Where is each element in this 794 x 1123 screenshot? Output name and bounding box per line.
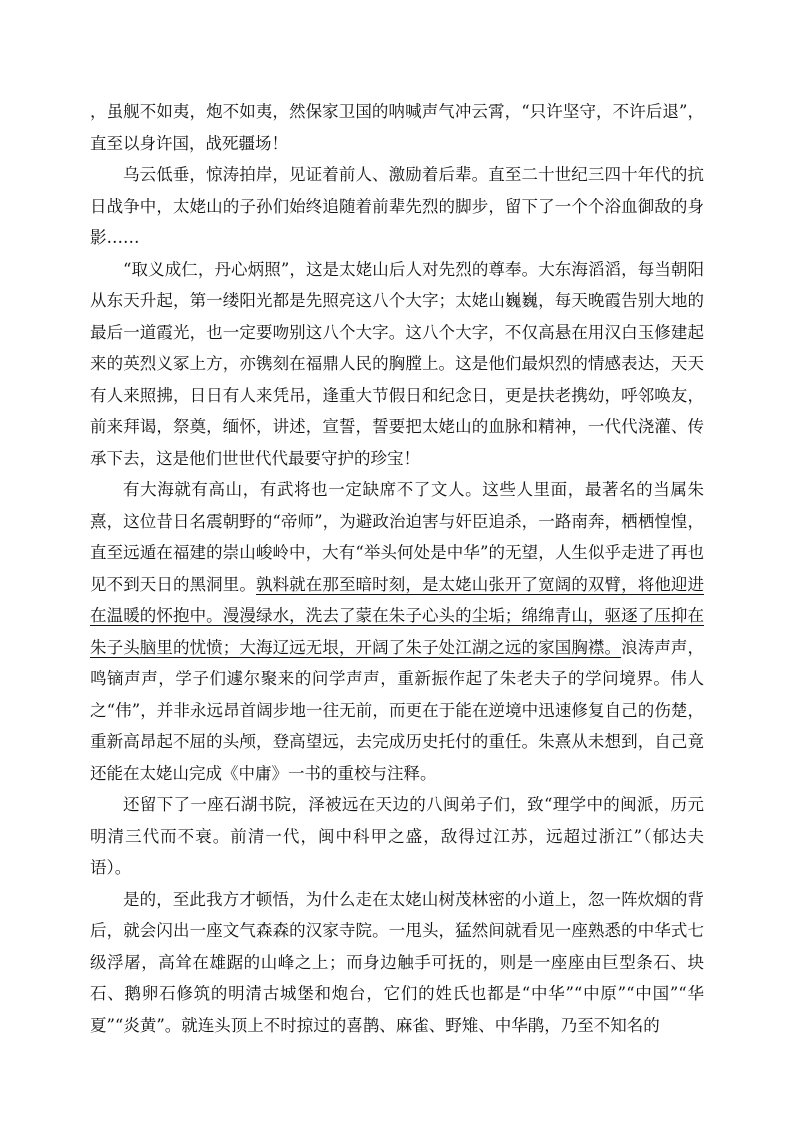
paragraph-5-text: 还留下了一座石湖书院，泽被远在天边的八闽弟子们，致“理学中的闽派，历元明清三代而不衰。前清一代，闽中科甲之盛，敌得过江苏，远超过浙江”（郁达夫语）。: [90, 795, 704, 877]
paragraph-1: [90, 96, 704, 159]
paragraph-1-text: ，虽舰不如夷，炮不如夷，然保家卫国的呐喊声气冲云霄，“只许坚守，不许后退”，直至以身许国，战死疆场！: [90, 102, 704, 153]
paragraph-4-text-a: 有大海就有高山，有武将也一定缺席不了文人。这些人里面，最著名的当属朱熹，这位昔日名震朝野的“帝师”，为避政治迫害与奸臣追杀，一路南奔，栖栖惶惶，直至远遁在福建的崇山峻岭中，大有“举头何处是中华”的无望，人生似乎走进了再也见不到天日的黑洞里。: [90, 480, 704, 594]
paragraph-4: [90, 474, 704, 789]
paragraph-6: [90, 884, 704, 1042]
paragraph-5: [90, 789, 704, 884]
paragraph-2-text: 乌云低垂，惊涛拍岸，见证着前人、激励着后辈。直至二十世纪三四十年代的抗日战争中，太姥山的子孙们始终追随着前辈先烈的脚步，留下了一个个浴血御敌的身影……: [90, 165, 704, 247]
underlined-passage: 孰料就在那至暗时刻，是太姥山张开了宽阔的双臂，将他迎进在温暖的怀抱中。漫漫绿水，洗去了蒙在朱子心头的尘垢；绵绵青山，驱逐了压抑在朱子头脑里的忧愤；大海辽远无垠，开阔了朱子处江湖之远的家国胸襟。: [90, 574, 705, 657]
paragraph-6-text: 是的，至此我方才顿悟，为什么走在太姥山树茂林密的小道上，忽一阵炊烟的背后，就会闪出一座文气森森的汉家寺院。一甩头，猛然间就看见一座熟悉的中华式七级浮屠，高耸在雄踞的山峰之上；而身边触手可抚的，则是一座座由巨型条石、块石、鹅卵石修筑的明清古城堡和炮台，它们的姓氏也都是“中华”“中原”“中国”“华夏”“炎黄”。就连头顶上不时掠过的喜鹊、麻雀、野雉、中华鹃，乃至不知名的: [90, 889, 704, 1035]
paragraph-4-text-b: 浪涛声声，鸣镝声声，学子们遽尔聚来的问学声声，重新振作起了朱老夫子的学问境界。伟人之“伟”，并非永远昂首阔步地一往无前，而更在于能在逆境中迅速修复自己的伤楚，重新高昂起不屈的头颅，登高望远，去完成历史托付的重任。朱熹从未想到，自己竟还能在太姥山完成《中庸》一书的重校与注释。: [90, 637, 705, 783]
paragraph-2: [90, 159, 704, 254]
paragraph-3-text: “取义成仁，丹心炳照”，这是太姥山后人对先烈的尊奉。大东海滔滔，每当朝阳从东天升起，第一缕阳光都是先照亮这八个大字；太姥山巍巍，每天晚霞告别大地的最后一道霞光，也一定要吻别这八个大字。这八个大字，不仅高悬在用汉白玉修建起来的英烈义冢上方，亦镌刻在福鼎人民的胸膛上。这是他们最炽烈的情感表达，天天有人来照拂，日日有人来凭吊，逢重大节假日和纪念日，更是扶老携幼，呼邻唤友，前来拜谒，祭奠，缅怀，讲述，宣誓，誓要把太姥山的血脉和精神，一代代浇灌、传承下去，这是他们世世代代最要守护的珍宝！: [90, 259, 704, 468]
article-body: [90, 96, 704, 1041]
paragraph-3: [90, 254, 704, 475]
